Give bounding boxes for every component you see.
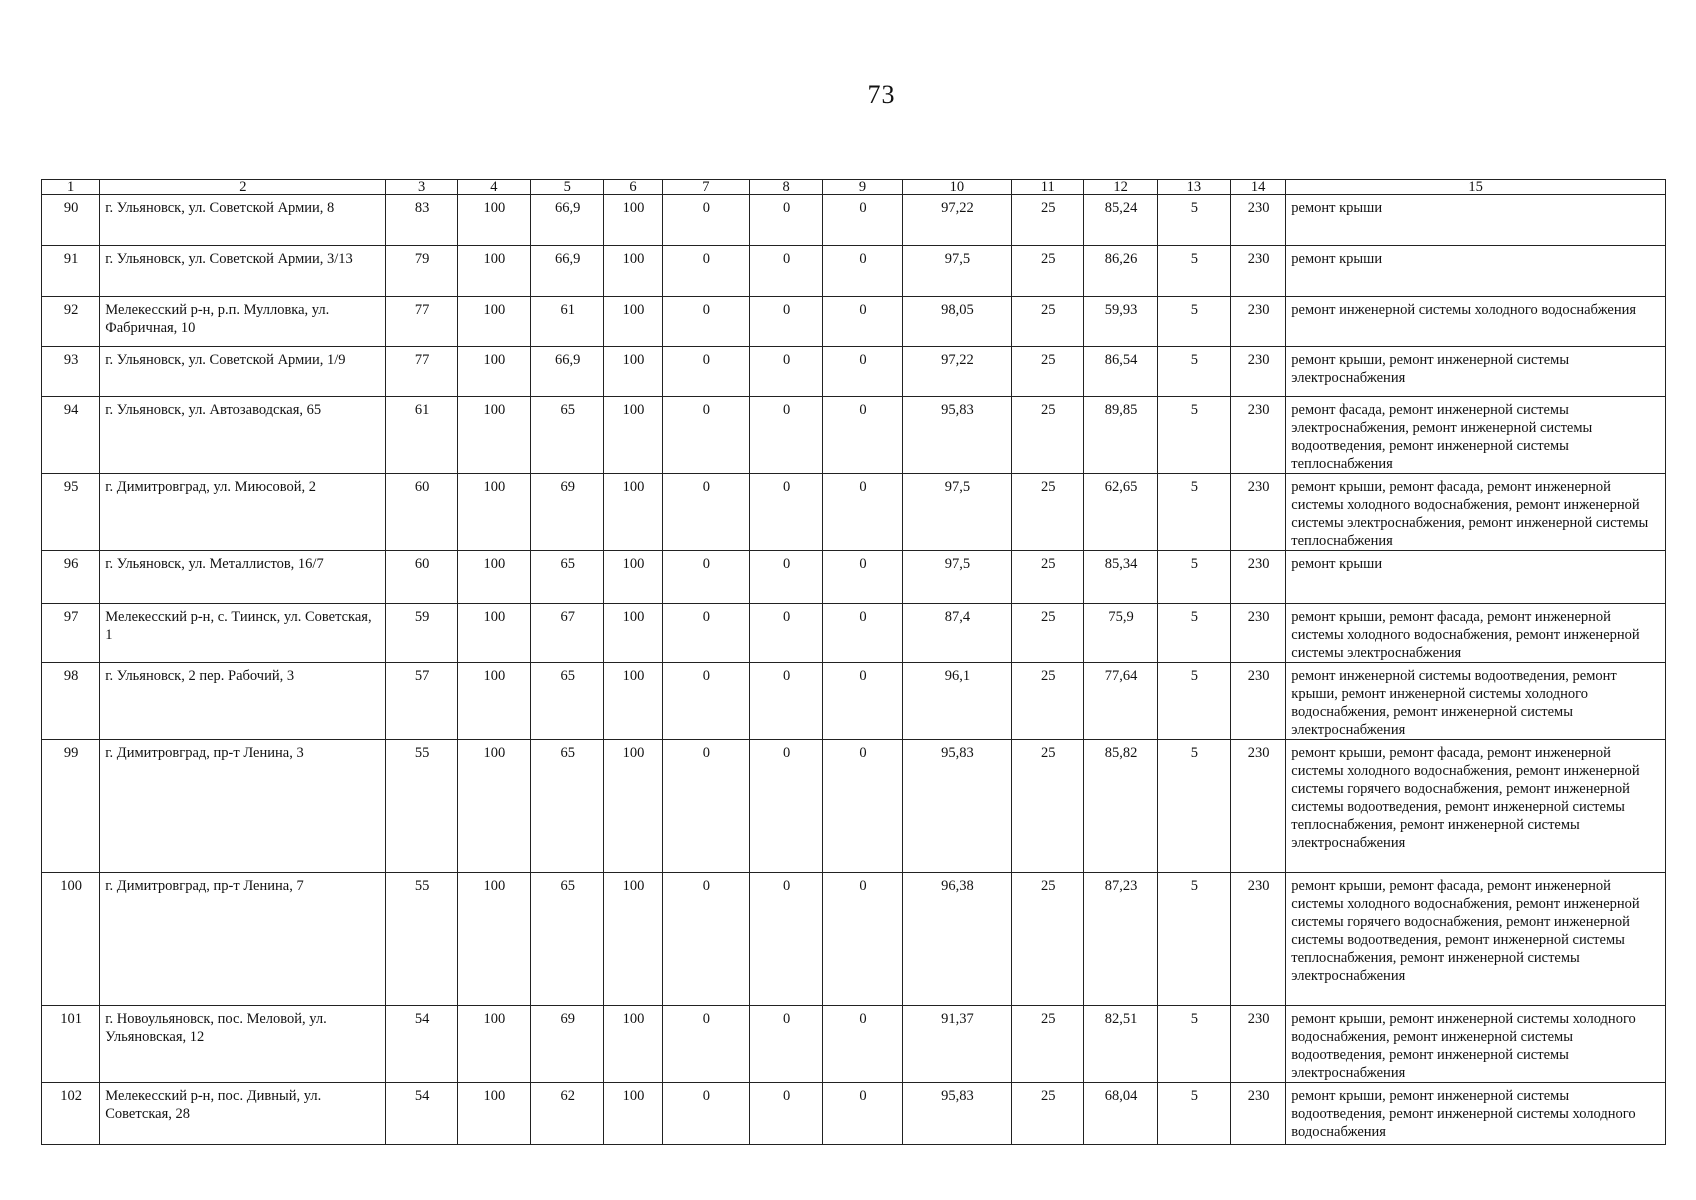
value-cell-col-4: 100 (457, 1083, 530, 1145)
column-header-1: 1 (42, 180, 100, 195)
value-cell-col-6: 100 (604, 246, 662, 297)
value-cell-col-9: 0 (823, 195, 902, 246)
value-cell-col-11: 25 (1012, 246, 1084, 297)
value-cell-col-11: 25 (1012, 397, 1084, 474)
row-number-cell: 95 (42, 474, 100, 551)
table-row (42, 740, 1666, 873)
table-row (42, 1006, 1666, 1083)
value-cell-col-7: 0 (662, 397, 749, 474)
value-cell-col-7: 0 (662, 873, 749, 1006)
value-cell-col-13: 5 (1157, 246, 1230, 297)
value-cell-col-6: 100 (604, 604, 662, 663)
value-cell-col-13: 5 (1157, 873, 1230, 1006)
value-cell-col-11: 25 (1012, 195, 1084, 246)
value-cell-col-9: 0 (823, 1006, 902, 1083)
value-cell-col-3: 79 (386, 246, 457, 297)
value-cell-col-4: 100 (457, 604, 530, 663)
table-row (42, 195, 1666, 246)
table-row (42, 397, 1666, 474)
housing-repair-table (41, 179, 1666, 1145)
value-cell-col-8: 0 (750, 297, 823, 347)
value-cell-col-10: 96,1 (902, 663, 1011, 740)
value-cell-col-6: 100 (604, 347, 662, 397)
row-number-cell: 101 (42, 1006, 100, 1083)
value-cell-col-13: 5 (1157, 474, 1230, 551)
address-cell: г. Ульяновск, ул. Советской Армии, 3/13 (100, 246, 386, 297)
value-cell-col-7: 0 (662, 663, 749, 740)
value-cell-col-4: 100 (457, 873, 530, 1006)
value-cell-col-6: 100 (604, 551, 662, 604)
repair-works-cell: ремонт инженерной системы водоотведения, ремонт крыши, ремонт инженерной системы холодного водоснабжения, ремонт инженерной системы электроснабжения (1286, 663, 1666, 740)
column-header-11: 11 (1012, 180, 1084, 195)
value-cell-col-11: 25 (1012, 474, 1084, 551)
value-cell-col-9: 0 (823, 1083, 902, 1145)
value-cell-col-3: 55 (386, 740, 457, 873)
value-cell-col-5: 65 (531, 873, 604, 1006)
value-cell-col-11: 25 (1012, 604, 1084, 663)
repair-works-cell: ремонт крыши, ремонт инженерной системы электроснабжения (1286, 347, 1666, 397)
value-cell-col-6: 100 (604, 195, 662, 246)
value-cell-col-5: 62 (531, 1083, 604, 1145)
value-cell-col-14: 230 (1231, 604, 1286, 663)
value-cell-col-6: 100 (604, 474, 662, 551)
value-cell-col-7: 0 (662, 1006, 749, 1083)
value-cell-col-13: 5 (1157, 397, 1230, 474)
value-cell-col-12: 59,93 (1084, 297, 1157, 347)
value-cell-col-10: 97,22 (902, 195, 1011, 246)
value-cell-col-14: 230 (1231, 474, 1286, 551)
value-cell-col-12: 85,24 (1084, 195, 1157, 246)
table-row (42, 246, 1666, 297)
value-cell-col-14: 230 (1231, 195, 1286, 246)
repair-works-cell: ремонт крыши, ремонт инженерной системы водоотведения, ремонт инженерной системы холодного водоснабжения (1286, 1083, 1666, 1145)
value-cell-col-13: 5 (1157, 347, 1230, 397)
repair-works-cell: ремонт инженерной системы холодного водоснабжения (1286, 297, 1666, 347)
value-cell-col-11: 25 (1012, 347, 1084, 397)
address-cell: г. Ульяновск, ул. Автозаводская, 65 (100, 397, 386, 474)
value-cell-col-13: 5 (1157, 551, 1230, 604)
column-header-13: 13 (1157, 180, 1230, 195)
value-cell-col-4: 100 (457, 1006, 530, 1083)
value-cell-col-4: 100 (457, 740, 530, 873)
value-cell-col-4: 100 (457, 195, 530, 246)
row-number-cell: 93 (42, 347, 100, 397)
value-cell-col-7: 0 (662, 347, 749, 397)
column-header-7: 7 (662, 180, 749, 195)
value-cell-col-9: 0 (823, 551, 902, 604)
value-cell-col-7: 0 (662, 246, 749, 297)
value-cell-col-12: 75,9 (1084, 604, 1157, 663)
value-cell-col-5: 69 (531, 474, 604, 551)
repair-works-cell: ремонт крыши, ремонт фасада, ремонт инженерной системы холодного водоснабжения, ремонт инженерной системы горячего водоснабжения, ремонт инженерной системы водоотведения, ремонт инженерной системы теплоснабжения, ремонт инженерной системы электроснабжения (1286, 740, 1666, 873)
value-cell-col-7: 0 (662, 740, 749, 873)
value-cell-col-4: 100 (457, 297, 530, 347)
value-cell-col-3: 57 (386, 663, 457, 740)
value-cell-col-10: 95,83 (902, 1083, 1011, 1145)
value-cell-col-14: 230 (1231, 1006, 1286, 1083)
value-cell-col-10: 91,37 (902, 1006, 1011, 1083)
value-cell-col-12: 87,23 (1084, 873, 1157, 1006)
repair-works-cell: ремонт крыши (1286, 551, 1666, 604)
value-cell-col-14: 230 (1231, 397, 1286, 474)
value-cell-col-14: 230 (1231, 663, 1286, 740)
value-cell-col-6: 100 (604, 297, 662, 347)
address-cell: г. Ульяновск, ул. Советской Армии, 1/9 (100, 347, 386, 397)
value-cell-col-5: 66,9 (531, 246, 604, 297)
table-row (42, 873, 1666, 1006)
value-cell-col-14: 230 (1231, 740, 1286, 873)
value-cell-col-6: 100 (604, 1083, 662, 1145)
value-cell-col-9: 0 (823, 663, 902, 740)
value-cell-col-8: 0 (750, 740, 823, 873)
value-cell-col-4: 100 (457, 397, 530, 474)
column-header-2: 2 (100, 180, 386, 195)
value-cell-col-3: 60 (386, 474, 457, 551)
value-cell-col-7: 0 (662, 1083, 749, 1145)
value-cell-col-4: 100 (457, 663, 530, 740)
address-cell: Мелекесский р-н, р.п. Мулловка, ул. Фабричная, 10 (100, 297, 386, 347)
column-header-9: 9 (823, 180, 902, 195)
value-cell-col-12: 68,04 (1084, 1083, 1157, 1145)
table-row (42, 663, 1666, 740)
value-cell-col-3: 54 (386, 1083, 457, 1145)
value-cell-col-9: 0 (823, 873, 902, 1006)
column-header-3: 3 (386, 180, 457, 195)
value-cell-col-3: 59 (386, 604, 457, 663)
value-cell-col-5: 67 (531, 604, 604, 663)
value-cell-col-5: 69 (531, 1006, 604, 1083)
value-cell-col-8: 0 (750, 551, 823, 604)
value-cell-col-14: 230 (1231, 1083, 1286, 1145)
value-cell-col-8: 0 (750, 246, 823, 297)
column-number-row (42, 180, 1666, 195)
value-cell-col-9: 0 (823, 246, 902, 297)
value-cell-col-6: 100 (604, 873, 662, 1006)
value-cell-col-3: 54 (386, 1006, 457, 1083)
value-cell-col-10: 95,83 (902, 740, 1011, 873)
value-cell-col-12: 86,54 (1084, 347, 1157, 397)
value-cell-col-11: 25 (1012, 551, 1084, 604)
repair-works-cell: ремонт крыши (1286, 246, 1666, 297)
value-cell-col-8: 0 (750, 873, 823, 1006)
value-cell-col-12: 82,51 (1084, 1006, 1157, 1083)
value-cell-col-5: 61 (531, 297, 604, 347)
value-cell-col-11: 25 (1012, 1006, 1084, 1083)
repair-works-cell: ремонт крыши, ремонт инженерной системы холодного водоснабжения, ремонт инженерной системы водоотведения, ремонт инженерной системы электроснабжения (1286, 1006, 1666, 1083)
value-cell-col-9: 0 (823, 297, 902, 347)
value-cell-col-7: 0 (662, 195, 749, 246)
value-cell-col-11: 25 (1012, 1083, 1084, 1145)
value-cell-col-12: 77,64 (1084, 663, 1157, 740)
column-header-10: 10 (902, 180, 1011, 195)
address-cell: г. Ульяновск, 2 пер. Рабочий, 3 (100, 663, 386, 740)
value-cell-col-13: 5 (1157, 297, 1230, 347)
value-cell-col-6: 100 (604, 663, 662, 740)
value-cell-col-9: 0 (823, 740, 902, 873)
value-cell-col-8: 0 (750, 1006, 823, 1083)
value-cell-col-8: 0 (750, 397, 823, 474)
repair-works-cell: ремонт крыши (1286, 195, 1666, 246)
value-cell-col-13: 5 (1157, 1083, 1230, 1145)
value-cell-col-13: 5 (1157, 195, 1230, 246)
value-cell-col-10: 98,05 (902, 297, 1011, 347)
table-body (42, 195, 1666, 1145)
address-cell: г. Ульяновск, ул. Советской Армии, 8 (100, 195, 386, 246)
value-cell-col-5: 65 (531, 740, 604, 873)
address-cell: Мелекесский р-н, с. Тиинск, ул. Советская, 1 (100, 604, 386, 663)
value-cell-col-7: 0 (662, 474, 749, 551)
value-cell-col-3: 60 (386, 551, 457, 604)
value-cell-col-11: 25 (1012, 873, 1084, 1006)
value-cell-col-8: 0 (750, 195, 823, 246)
value-cell-col-10: 96,38 (902, 873, 1011, 1006)
row-number-cell: 91 (42, 246, 100, 297)
column-header-4: 4 (457, 180, 530, 195)
value-cell-col-9: 0 (823, 397, 902, 474)
value-cell-col-5: 65 (531, 397, 604, 474)
address-cell: г. Димитровград, пр-т Ленина, 3 (100, 740, 386, 873)
table-row (42, 551, 1666, 604)
value-cell-col-13: 5 (1157, 663, 1230, 740)
value-cell-col-7: 0 (662, 297, 749, 347)
value-cell-col-14: 230 (1231, 551, 1286, 604)
value-cell-col-6: 100 (604, 740, 662, 873)
value-cell-col-3: 77 (386, 297, 457, 347)
value-cell-col-6: 100 (604, 1006, 662, 1083)
value-cell-col-13: 5 (1157, 1006, 1230, 1083)
value-cell-col-14: 230 (1231, 347, 1286, 397)
address-cell: г. Ульяновск, ул. Металлистов, 16/7 (100, 551, 386, 604)
value-cell-col-10: 95,83 (902, 397, 1011, 474)
address-cell: г. Димитровград, ул. Миюсовой, 2 (100, 474, 386, 551)
value-cell-col-13: 5 (1157, 740, 1230, 873)
column-header-6: 6 (604, 180, 662, 195)
repair-works-cell: ремонт крыши, ремонт фасада, ремонт инженерной системы холодного водоснабжения, ремонт инженерной системы электроснабжения, ремонт инженерной системы теплоснабжения (1286, 474, 1666, 551)
value-cell-col-4: 100 (457, 347, 530, 397)
row-number-cell: 98 (42, 663, 100, 740)
repair-works-cell: ремонт крыши, ремонт фасада, ремонт инженерной системы холодного водоснабжения, ремонт инженерной системы электроснабжения (1286, 604, 1666, 663)
address-cell: Мелекесский р-н, пос. Дивный, ул. Советская, 28 (100, 1083, 386, 1145)
value-cell-col-10: 97,5 (902, 246, 1011, 297)
column-header-12: 12 (1084, 180, 1157, 195)
column-header-5: 5 (531, 180, 604, 195)
value-cell-col-10: 87,4 (902, 604, 1011, 663)
value-cell-col-7: 0 (662, 604, 749, 663)
value-cell-col-6: 100 (604, 397, 662, 474)
row-number-cell: 97 (42, 604, 100, 663)
table-row (42, 1083, 1666, 1145)
value-cell-col-8: 0 (750, 663, 823, 740)
value-cell-col-3: 61 (386, 397, 457, 474)
value-cell-col-9: 0 (823, 474, 902, 551)
value-cell-col-14: 230 (1231, 246, 1286, 297)
value-cell-col-7: 0 (662, 551, 749, 604)
value-cell-col-10: 97,22 (902, 347, 1011, 397)
row-number-cell: 99 (42, 740, 100, 873)
value-cell-col-12: 62,65 (1084, 474, 1157, 551)
column-header-15: 15 (1286, 180, 1666, 195)
value-cell-col-12: 85,34 (1084, 551, 1157, 604)
value-cell-col-5: 65 (531, 551, 604, 604)
value-cell-col-13: 5 (1157, 604, 1230, 663)
address-cell: г. Новоульяновск, пос. Меловой, ул. Ульяновская, 12 (100, 1006, 386, 1083)
value-cell-col-9: 0 (823, 604, 902, 663)
value-cell-col-8: 0 (750, 347, 823, 397)
row-number-cell: 90 (42, 195, 100, 246)
value-cell-col-5: 65 (531, 663, 604, 740)
value-cell-col-4: 100 (457, 246, 530, 297)
value-cell-col-14: 230 (1231, 297, 1286, 347)
value-cell-col-14: 230 (1231, 873, 1286, 1006)
value-cell-col-5: 66,9 (531, 195, 604, 246)
column-header-8: 8 (750, 180, 823, 195)
value-cell-col-11: 25 (1012, 663, 1084, 740)
row-number-cell: 94 (42, 397, 100, 474)
row-number-cell: 100 (42, 873, 100, 1006)
address-cell: г. Димитровград, пр-т Ленина, 7 (100, 873, 386, 1006)
value-cell-col-5: 66,9 (531, 347, 604, 397)
repair-works-cell: ремонт крыши, ремонт фасада, ремонт инженерной системы холодного водоснабжения, ремонт инженерной системы горячего водоснабжения, ремонт инженерной системы водоотведения, ремонт инженерной системы теплоснабжения, ремонт инженерной системы электроснабжения (1286, 873, 1666, 1006)
value-cell-col-8: 0 (750, 474, 823, 551)
table-row (42, 297, 1666, 347)
value-cell-col-3: 55 (386, 873, 457, 1006)
value-cell-col-3: 77 (386, 347, 457, 397)
table-row (42, 604, 1666, 663)
page-number: 73 (867, 80, 896, 109)
table-row (42, 474, 1666, 551)
row-number-cell: 102 (42, 1083, 100, 1145)
row-number-cell: 92 (42, 297, 100, 347)
repair-works-cell: ремонт фасада, ремонт инженерной системы электроснабжения, ремонт инженерной системы водоотведения, ремонт инженерной системы теплоснабжения (1286, 397, 1666, 474)
value-cell-col-10: 97,5 (902, 474, 1011, 551)
value-cell-col-9: 0 (823, 347, 902, 397)
value-cell-col-11: 25 (1012, 740, 1084, 873)
value-cell-col-10: 97,5 (902, 551, 1011, 604)
value-cell-col-8: 0 (750, 1083, 823, 1145)
value-cell-col-3: 83 (386, 195, 457, 246)
value-cell-col-11: 25 (1012, 297, 1084, 347)
row-number-cell: 96 (42, 551, 100, 604)
value-cell-col-4: 100 (457, 474, 530, 551)
table-row (42, 347, 1666, 397)
value-cell-col-8: 0 (750, 604, 823, 663)
value-cell-col-12: 89,85 (1084, 397, 1157, 474)
value-cell-col-12: 86,26 (1084, 246, 1157, 297)
value-cell-col-12: 85,82 (1084, 740, 1157, 873)
value-cell-col-4: 100 (457, 551, 530, 604)
column-header-14: 14 (1231, 180, 1286, 195)
